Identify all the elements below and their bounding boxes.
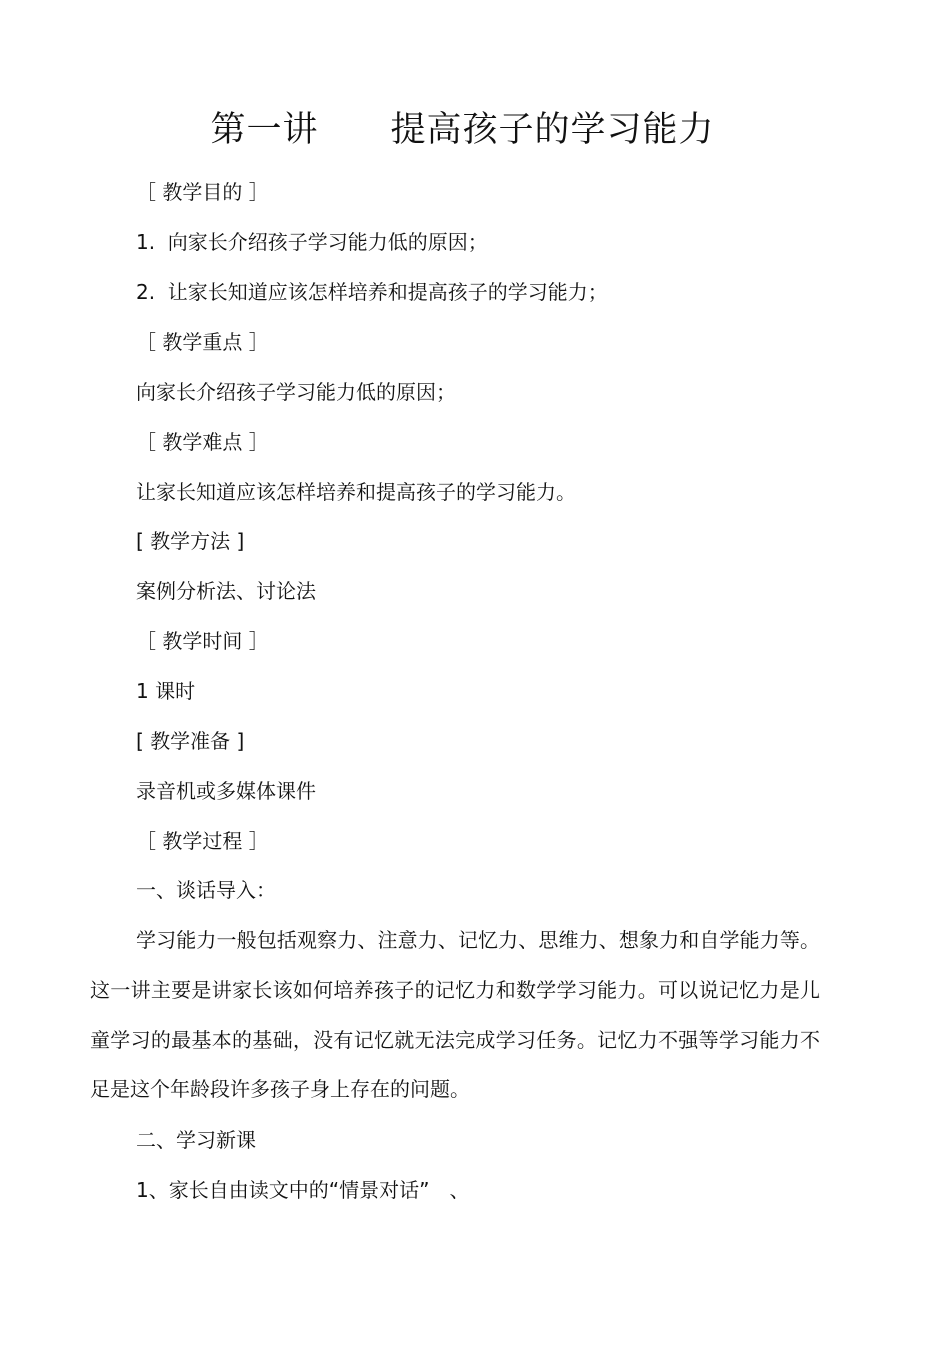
difficulties-text: 让家长知道应该怎样培养和提高孩子的学习能力。 [136,480,576,504]
objectives-heading: ［ 教学目的 ］ [136,180,269,204]
methods-text: 案例分析法、讨论法 [136,579,316,603]
objective-item-1: 1. 向家长介绍孩子学习能力低的原因； [136,230,488,254]
objective-item-2: 2. 让家长知道应该怎样培养和提高孩子的学习能力； [136,280,608,304]
section1-paragraph: 学习能力一般包括观察力、注意力、记忆力、思维力、想象力和自学能力等。这一讲主要是讲家长该如何培养孩子的记忆力和数学学习能力。可以说记忆力是儿童学习的最基本的基础，没有记忆就无法完成学习任务。记忆力不强等学习能力不足是这个年龄段许多孩子身上存在的问题。 [90,928,820,1102]
key-points-heading: ［ 教学重点 ］ [136,330,269,354]
preparation-text: 录音机或多媒体课件 [136,779,316,803]
time-text: 1 课时 [136,679,196,703]
time-heading: ［ 教学时间 ］ [136,629,269,653]
section2-title: 二、学习新课 [136,1128,256,1152]
lecture-title: 第一讲 提高孩子的学习能力 [210,110,715,150]
step-1: 1、家长自由读文中的“情景对话” 、 [136,1178,470,1202]
preparation-heading: [ 教学准备 ] [136,729,245,753]
section1-title: 一、谈话导入： [136,878,276,902]
key-points-text: 向家长介绍孩子学习能力低的原因； [136,380,456,404]
difficulties-heading: ［ 教学难点 ］ [136,430,269,454]
process-heading: ［ 教学过程 ］ [136,829,269,853]
methods-heading: [ 教学方法 ] [136,529,245,553]
